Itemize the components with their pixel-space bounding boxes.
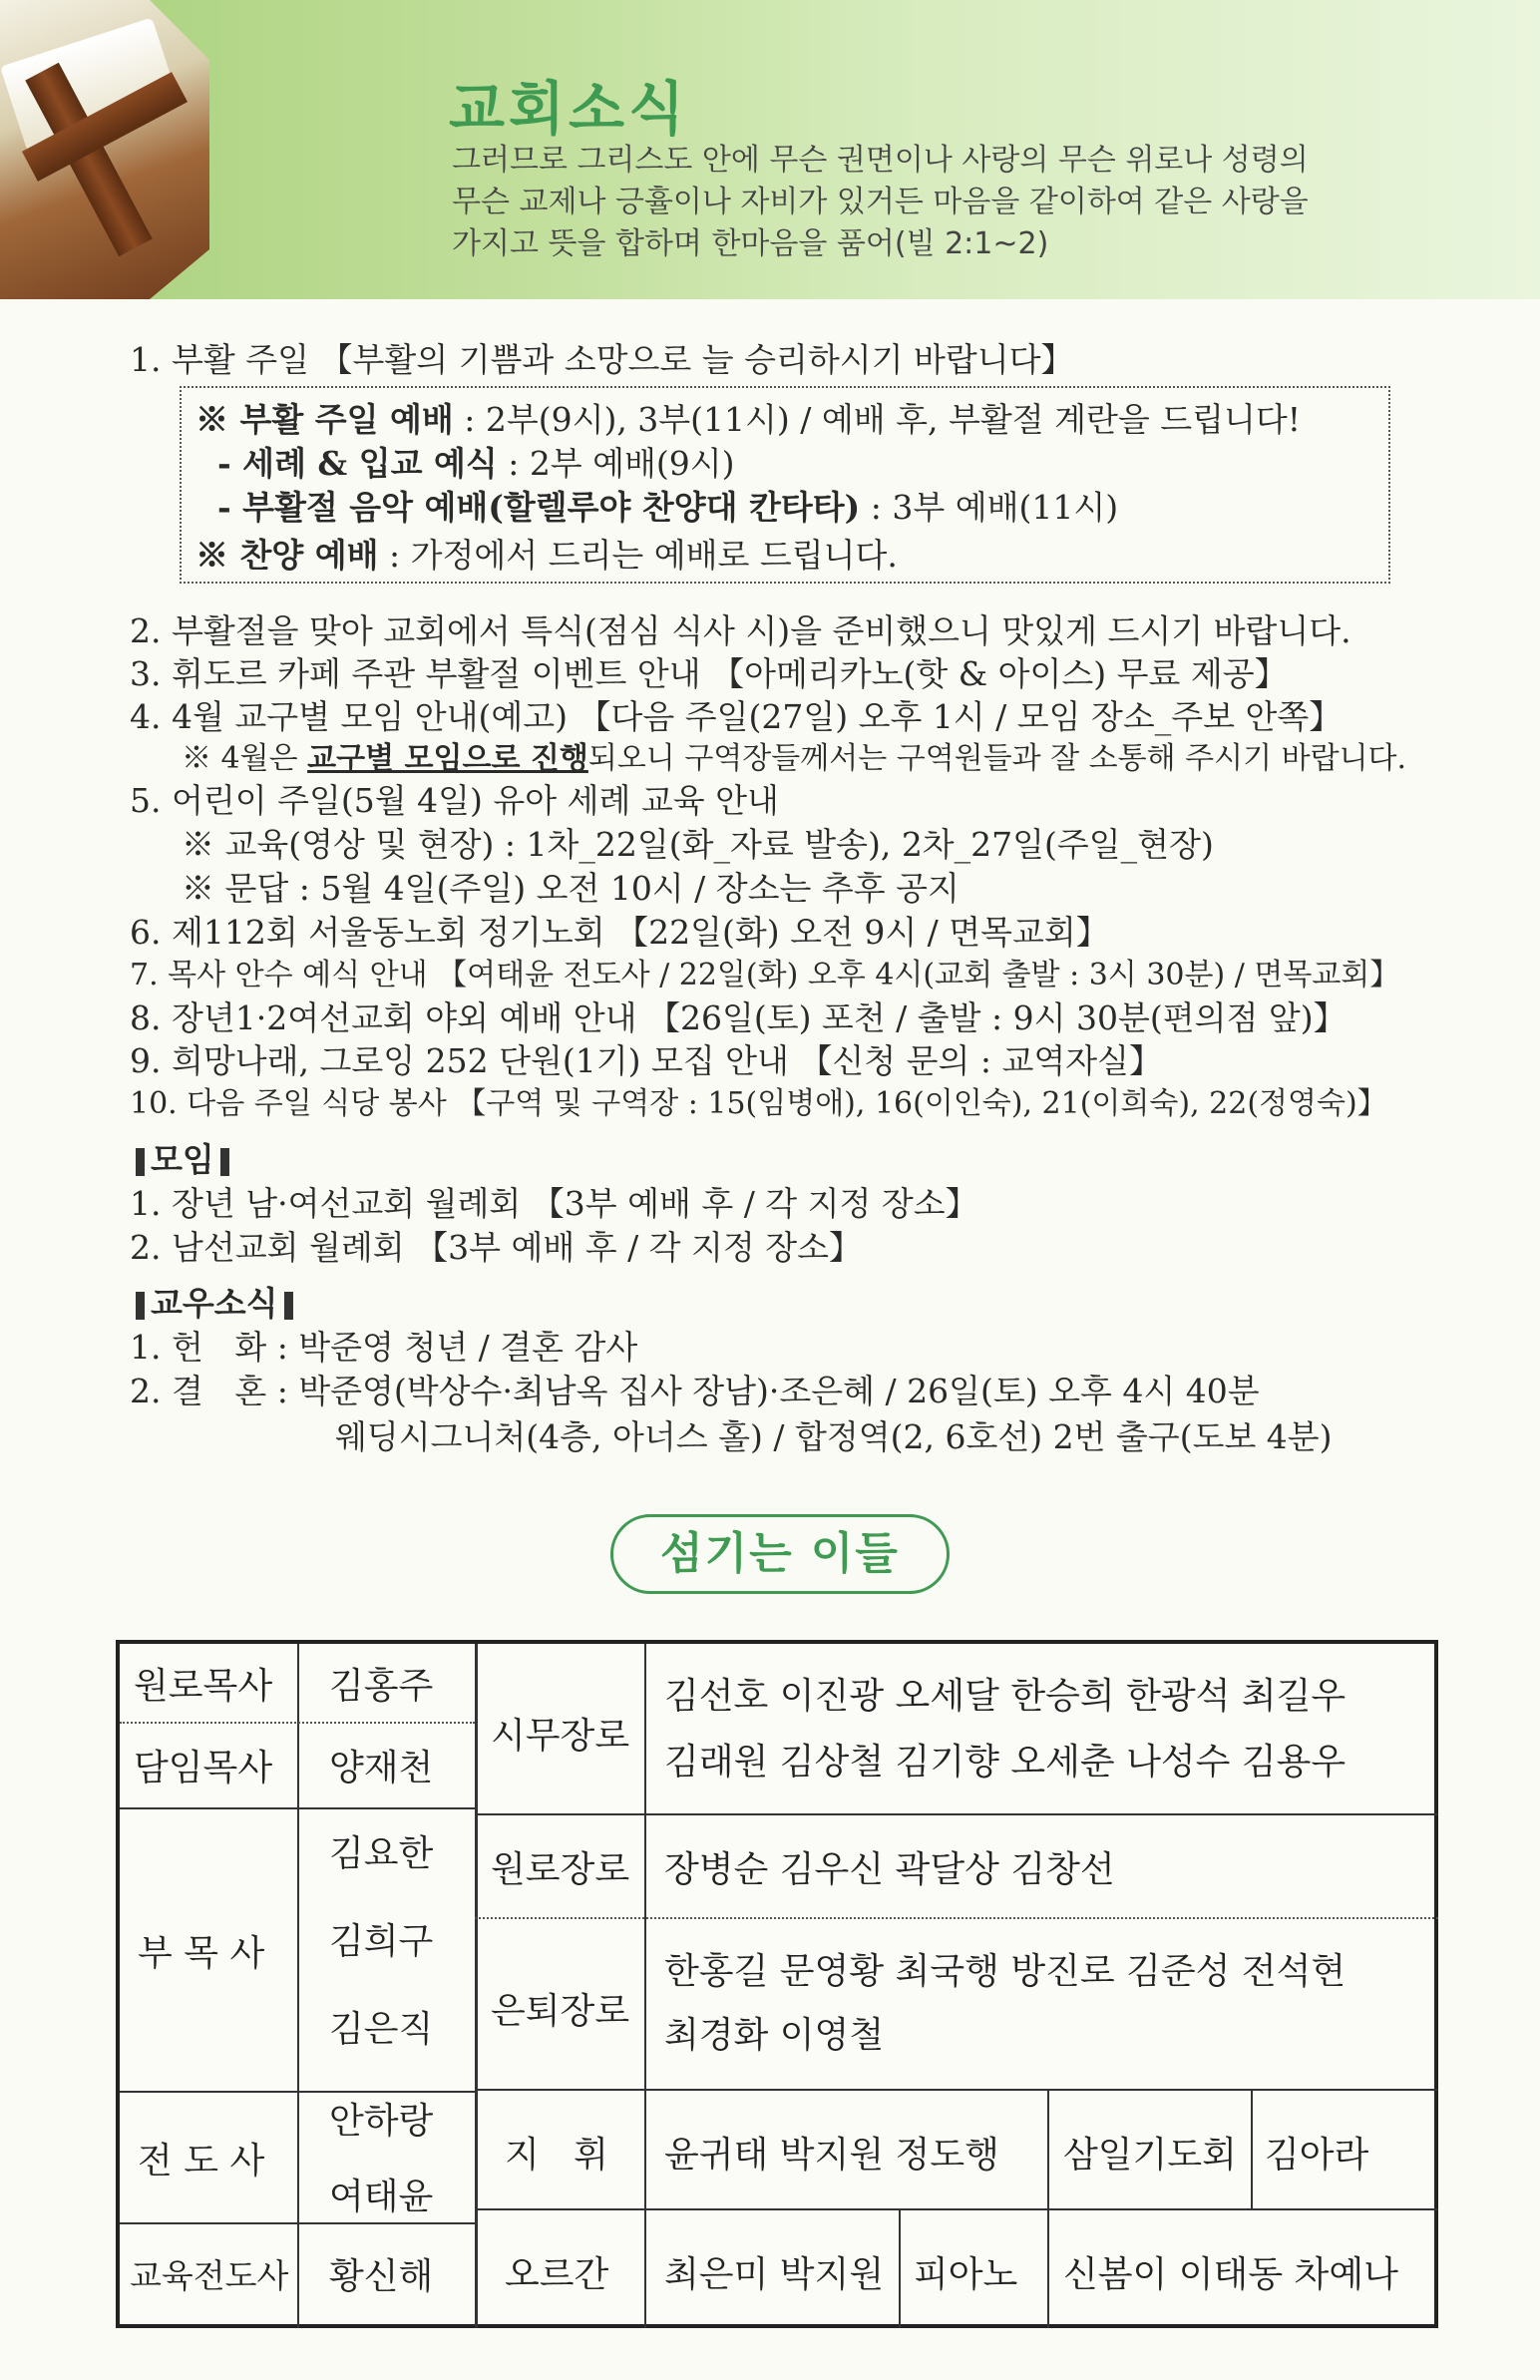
member-news-1: 1. 헌 화 : 박준영 청년 / 결혼 감사: [130, 1328, 638, 1367]
grid-line: [120, 1807, 475, 1809]
header-banner: [0, 0, 1540, 299]
member-news-heading: 교우소식: [130, 1278, 299, 1325]
names-active-elder: 김선호 이진광 오세달 한승희 한광석 최길우: [664, 1676, 1347, 1717]
notice-7: 7. 목사 안수 예식 안내 【여태윤 전도사 / 22일(화) 오후 4시(교회 출발 : 3시 30분) / 면목교회】: [130, 958, 1400, 992]
names-active-elder: 김래원 김상철 김기향 오세춘 나성수 김용우: [664, 1742, 1347, 1783]
names-retired-elder: 한홍길 문영황 최국행 방진로 김준성 전석현: [664, 1951, 1347, 1992]
heading-bar: [284, 1292, 293, 1320]
name-emeritus-pastor: 김홍주: [329, 1666, 434, 1707]
name-education-evangelist: 황신해: [329, 2256, 434, 2297]
notice-6: 6. 제112회 서울동노회 정기노회 【22일(화) 오전 9시 / 면목교회】: [130, 913, 1109, 952]
box-line-baptism: - 세례 & 입교 예식 : 2부 예배(9시): [217, 444, 735, 483]
grid-line: [1251, 2089, 1253, 2208]
bible-cross-image: [0, 0, 209, 299]
grid-line: [120, 2222, 475, 2224]
role-education-evangelist: 교육전도사: [130, 2256, 289, 2295]
grid-line: [297, 1644, 299, 2328]
role-senior-pastor: 담임목사: [134, 1748, 273, 1788]
name-senior-pastor: 양재천: [329, 1748, 434, 1788]
names-conductor: 윤귀태 박지원 정도행: [664, 2135, 999, 2176]
meeting-heading: 모임: [130, 1134, 235, 1181]
notice-8: 8. 장년1·2여선교회 야외 예배 안내 【26일(토) 포천 / 출발 : 9시 30분(편의점 앞)】: [130, 998, 1347, 1037]
grid-line: [475, 2208, 1438, 2210]
notice-9: 9. 희망나래, 그로잉 252 단원(1기) 모집 안내 【신청 문의 : 교역자실】: [130, 1041, 1163, 1080]
name-associate-pastor: 김은직: [329, 2009, 434, 2050]
grid-line: [120, 1722, 475, 1724]
notice-1: 1. 부활 주일 【부활의 기쁨과 소망으로 늘 승리하시기 바랍니다】: [130, 340, 1074, 379]
notice-2: 2. 부활절을 맞아 교회에서 특식(점심 식사 시)을 준비했으니 맛있게 드시기 바랍니다.: [130, 611, 1351, 650]
role-piano: 피아노: [914, 2254, 1018, 2295]
notice-3: 3. 휘도르 카페 주관 부활절 이벤트 안내 【아메리카노(핫 & 아이스) 무료 제공】: [130, 654, 1288, 693]
role-emeritus-elder: 원로장로: [491, 1849, 630, 1890]
easter-services-box: [180, 386, 1390, 584]
heading-bar: [136, 1148, 145, 1176]
name-wednesday-prayer: 김아라: [1265, 2135, 1369, 2176]
notice-5-sub-2: ※ 문답 : 5월 4일(주일) 오전 10시 / 장소는 추후 공지: [182, 869, 960, 908]
notice-4-sub: ※ 4월은 교구별 모임으로 진행되오니 구역장들께서는 구역원들과 잘 소통해 주시기 바랍니다.: [182, 741, 1407, 776]
heading-bar: [220, 1148, 229, 1176]
grid-line: [475, 2089, 1438, 2091]
notice-10: 10. 다음 주일 식당 봉사 【구역 및 구역장 : 15(임병애), 16(이인숙), 21(이희숙), 22(정영숙)】: [130, 1086, 1387, 1121]
names-retired-elder: 최경화 이영철: [664, 2015, 885, 2056]
verse-line: 무슨 교제나 긍휼이나 자비가 있거든 마음을 같이하여 같은 사랑을: [452, 185, 1309, 219]
grid-line: [475, 1813, 1438, 1815]
heading-bar: [136, 1292, 145, 1320]
meeting-1: 1. 장년 남·여선교회 월례회 【3부 예배 후 / 각 지정 장소】: [130, 1184, 978, 1223]
verse-line: 가지고 뜻을 합하며 한마음을 품어(빌 2:1~2): [452, 226, 1049, 261]
role-emeritus-pastor: 원로목사: [134, 1666, 273, 1707]
role-evangelist: 전 도 사: [138, 2141, 265, 2182]
grid-line: [475, 1917, 1438, 1919]
box-line-easter-service: ※ 부활 주일 예배 : 2부(9시), 3부(11시) / 예배 후, 부활절 계란을 드립니다!: [195, 400, 1302, 439]
member-news-2-cont: 웨딩시그니처(4층, 아너스 홀) / 합정역(2, 6호선) 2번 출구(도보 4분): [335, 1417, 1333, 1456]
verse-line: 그러므로 그리스도 안에 무슨 권면이나 사랑의 무슨 위로나 성령의: [452, 143, 1309, 178]
staff-table: [116, 1640, 1438, 2328]
name-associate-pastor: 김희구: [329, 1921, 434, 1962]
role-conductor: 지 휘: [505, 2135, 608, 2176]
name-evangelist: 안하랑: [329, 2101, 434, 2142]
names-organ: 최은미 박지원: [664, 2254, 885, 2295]
grid-line: [475, 1644, 478, 2328]
box-line-praise-service: ※ 찬양 예배 : 가정에서 드리는 예배로 드립니다.: [195, 536, 898, 575]
name-associate-pastor: 김요한: [329, 1833, 434, 1874]
notice-5-sub-1: ※ 교육(영상 및 현장) : 1차_22일(화_자료 발송), 2차_27일(주일_현장): [182, 825, 1214, 864]
names-piano: 신봄이 이태동 차예나: [1063, 2254, 1398, 2295]
grid-line: [899, 2208, 901, 2328]
role-organ: 오르간: [505, 2254, 609, 2295]
role-retired-elder: 은퇴장로: [491, 1991, 630, 2032]
box-line-music-service: - 부활절 음악 예배(할렐루야 찬양대 칸타타) : 3부 예배(11시): [217, 488, 1119, 527]
serving-title-badge: 섬기는 이들: [610, 1514, 950, 1594]
role-wednesday-prayer: 삼일기도회: [1063, 2135, 1237, 2176]
name-evangelist: 여태윤: [329, 2177, 434, 2217]
page-title: 교회소식: [449, 75, 689, 143]
role-associate-pastor: 부 목 사: [138, 1933, 265, 1974]
role-active-elder: 시무장로: [491, 1716, 630, 1757]
member-news-2: 2. 결 혼 : 박준영(박상수·최남옥 집사 장남)·조은혜 / 26일(토) 오후 4시 40분: [130, 1372, 1260, 1410]
meeting-2: 2. 남선교회 월례회 【3부 예배 후 / 각 지정 장소】: [130, 1228, 863, 1267]
notice-4: 4. 4월 교구별 모임 안내(예고) 【다음 주일(27일) 오후 1시 / 모임 장소_주보 안쪽】: [130, 697, 1343, 736]
names-emeritus-elder: 장병순 김우신 곽달상 김창선: [664, 1849, 1115, 1890]
notice-5: 5. 어린이 주일(5월 4일) 유아 세례 교육 안내: [130, 781, 779, 820]
scripture-verse: [452, 140, 1429, 265]
grid-line: [644, 1644, 646, 2328]
